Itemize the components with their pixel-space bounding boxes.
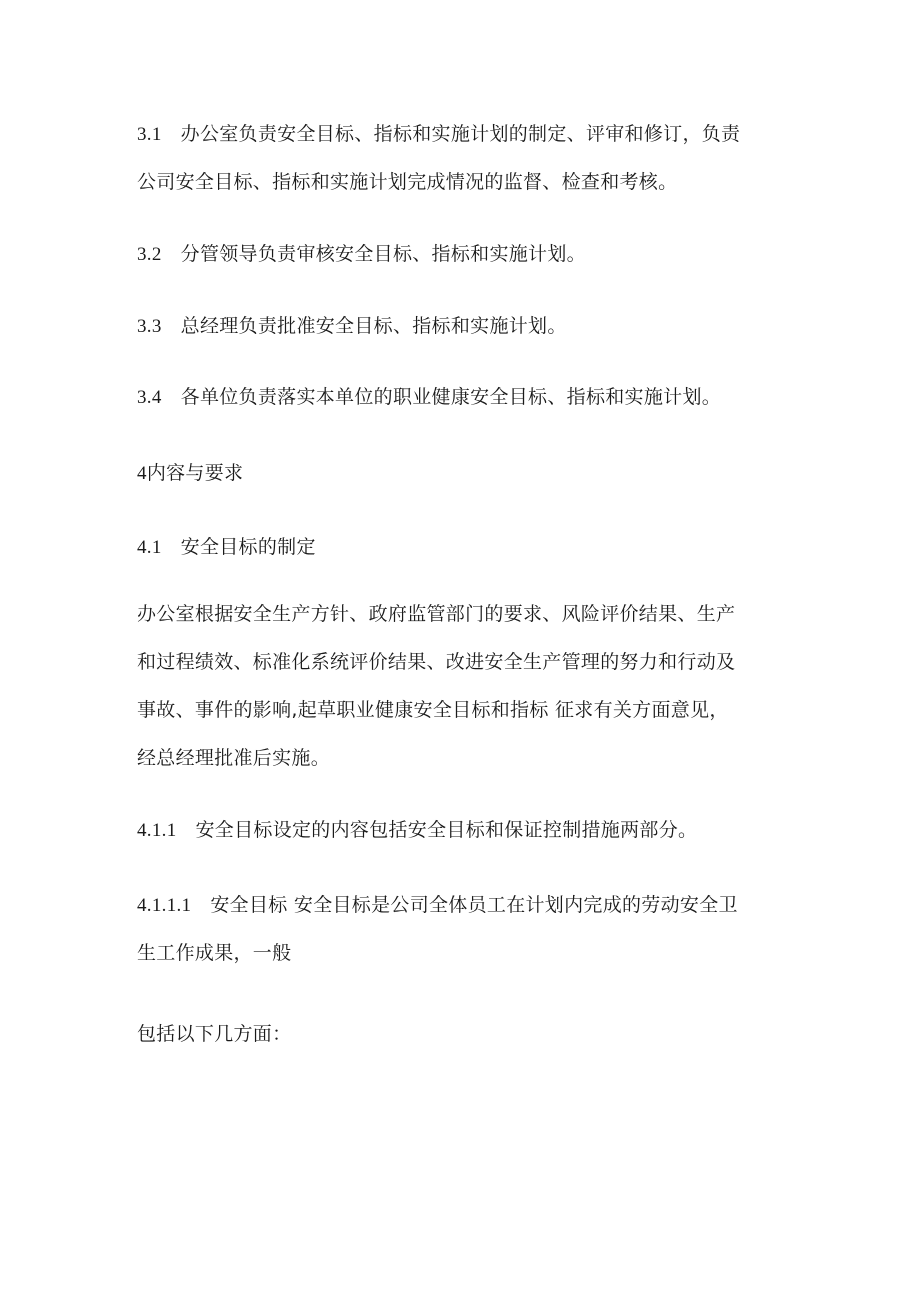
- paragraph-text: 安全目标 安全目标是公司全体员工在计划内完成的劳动安全卫: [210, 894, 738, 916]
- section-title: 内容与要求: [146, 462, 244, 484]
- section-number: 4: [137, 463, 147, 484]
- clause-number: 4.1.1.1: [137, 895, 192, 916]
- paragraph-list-intro: [137, 1010, 787, 1058]
- paragraph-text: 办公室负责安全目标、指标和实施计划的制定、评审和修订，负责: [180, 123, 741, 145]
- paragraph-line: 办公室根据安全生产方针、政府监管部门的要求、风险评价结果、生产: [137, 603, 736, 625]
- paragraph-4-1-1-1: [137, 881, 787, 977]
- paragraph-text: 包括以下几方面：: [137, 1023, 292, 1045]
- paragraph-text: 总经理负责批准安全目标、指标和实施计划。: [180, 315, 567, 337]
- paragraph-4-1-1: [137, 806, 787, 855]
- paragraph-text: 安全目标设定的内容包括安全目标和保证控制措施两部分。: [195, 819, 698, 841]
- clause-number: 4.1.1: [137, 820, 177, 841]
- paragraph-text-continued: 公司安全目标、指标和实施计划完成情况的监督、检查和考核。: [137, 171, 678, 193]
- clause-number: 3.2: [137, 244, 162, 265]
- paragraph-4-1: [137, 523, 787, 572]
- section-heading-4: [137, 449, 787, 498]
- clause-number: 3.1: [137, 124, 162, 145]
- paragraph-text: 分管领导负责审核安全目标、指标和实施计划。: [180, 243, 586, 265]
- paragraph-3-4: [137, 373, 787, 422]
- paragraph-text: 安全目标的制定: [180, 536, 316, 558]
- paragraph-text: 各单位负责落实本单位的职业健康安全目标、指标和实施计划。: [180, 386, 722, 408]
- paragraph-3-1: [137, 110, 787, 206]
- paragraph-3-3: [137, 302, 787, 351]
- paragraph-4-1-body: [137, 590, 787, 782]
- paragraph-line: 事故、事件的影响,起草职业健康安全目标和指标 征求有关方面意见，: [137, 699, 729, 721]
- clause-number: 4.1: [137, 537, 162, 558]
- clause-number: 3.4: [137, 387, 162, 408]
- paragraph-line: 经总经理批准后实施。: [137, 747, 331, 769]
- paragraph-text-continued: 生工作成果，一般: [137, 942, 292, 964]
- paragraph-line: 和过程绩效、标准化系统评价结果、改进安全生产管理的努力和行动及: [137, 651, 736, 673]
- paragraph-3-2: [137, 230, 787, 279]
- clause-number: 3.3: [137, 316, 162, 337]
